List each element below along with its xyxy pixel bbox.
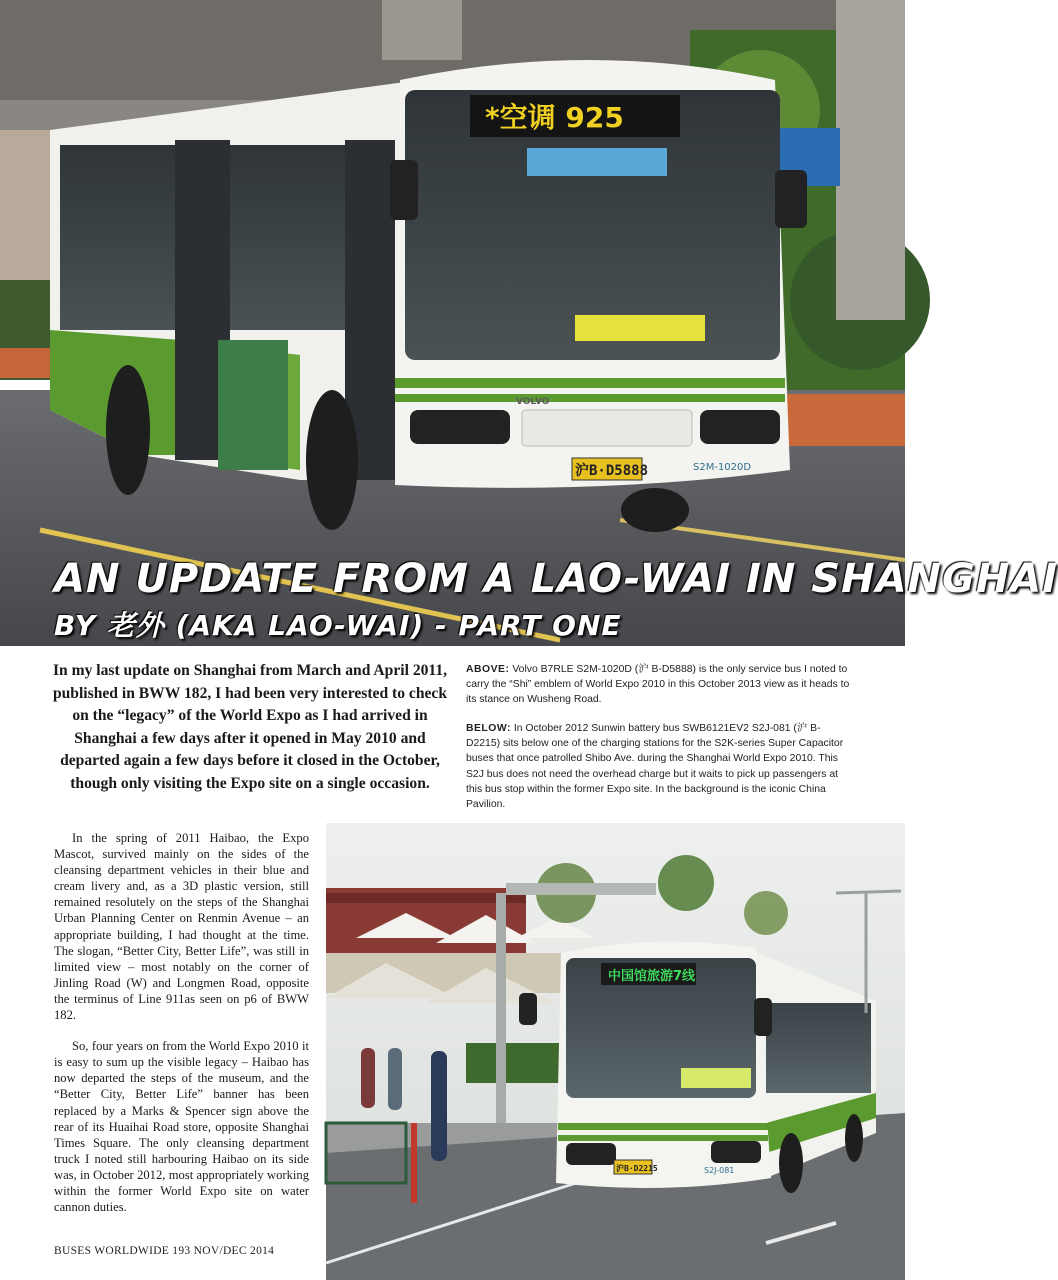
- route-display: 中国馆旅游7线: [608, 969, 696, 984]
- bottom-photo-illustration: [326, 823, 905, 1280]
- wheel: [779, 1133, 803, 1193]
- number-plate-text: 沪B·D5888: [575, 463, 649, 479]
- caption-below: [466, 721, 850, 812]
- bus-brand: VOLVO: [516, 397, 550, 407]
- wheel: [845, 1114, 863, 1162]
- pedestrian: [431, 1051, 447, 1161]
- caption-above: [466, 662, 850, 707]
- mirror: [754, 998, 772, 1036]
- page-byline: BY 老外 (AKA LAO-WAI) - PART ONE: [54, 609, 622, 642]
- caption-below-label: BELOW:: [466, 723, 511, 735]
- caption-above-text: Volvo B7RLE S2M-1020D (沪 B-D5888) is the only service bus I noted to carry the “Shi” emblem of World Expo 2010 in this October 2013 view as it heads to its stance on Wusheng Road.: [466, 664, 850, 706]
- wheel: [106, 365, 150, 495]
- pedestrian: [388, 1048, 402, 1110]
- mirror: [519, 993, 537, 1025]
- bottom-photo: [326, 823, 905, 1280]
- page-title: AN UPDATE FROM A LAO-WAI IN SHANGHAI: [54, 556, 1058, 602]
- mirror: [390, 160, 418, 220]
- wheel: [621, 488, 689, 532]
- mirror: [775, 170, 807, 228]
- number-plate-text: 沪B·D2215: [616, 1164, 658, 1173]
- intro-paragraph: In my last update on Shanghai from March and April 2011, published in BWW 182, I had been very interested to check on the “legacy” of the World Expo as I had arrived in Shanghai a few days after it opened in May 2010 and departed again a few days before it closed in the October, though only visiting the Expo site on a single occasion.: [52, 662, 448, 792]
- pillar: [836, 0, 905, 320]
- wheel: [306, 390, 358, 530]
- charging-station: [496, 893, 506, 1123]
- pillar: [382, 0, 462, 60]
- fleet-number: S2M-1020D: [693, 462, 752, 473]
- fence: [785, 394, 905, 446]
- pedestrian: [361, 1048, 375, 1108]
- body-paragraph-1: In the spring of 2011 Haibao, the Expo Mascot, survived mainly on the sides of the cleansing department vehicles in their blue and cream livery and, as a 3D plastic version, still remained resolutely on the steps of the Shanghai Urban Planning Center on Renmin Avenue – an appropriate building, I had thought at the time. The slogan, “Better City, Better Life”, was still in limited view – most notably on the corner of Jinling Road (W) and Longmen Road, opposite the terminus of Line 911as seen on p6 of BWW 182.: [54, 831, 309, 1023]
- fleet-number: S2J-081: [704, 1166, 735, 1175]
- photo-captions: [466, 662, 850, 826]
- caption-below-text: In October 2012 Sunwin battery bus SWB6121EV2 S2J-081 (沪 B-D2215) sits below one of the charging stations for the S2K-series Super Capacitor buses that once patrolled Shibo Ave. during the Shanghai World Expo 2010. This S2J bus does not need the overhead charge but it waits to pick up passengers at this bus stop within the former Expo site. In the background is the iconic China Pavilion.: [466, 723, 844, 810]
- body-column: [54, 830, 309, 1230]
- body-paragraph-2: So, four years on from the World Expo 2010 it is easy to sum up the visible legacy – Haibao has now departed the steps of the museum, and the “Better City, Better Life” banner has been replaced by a Marks & Spencer sign above the rear of its Huaihai Road store, opposite Shanghai Times Square. The only cleansing department truck I noted still harbouring Haibao on its side was, in October 2012, most appropriately working within the former World Expo site on water cannon duties.: [54, 1039, 309, 1215]
- page-footer: BUSES WORLDWIDE 193 NOV/DEC 2014: [54, 1245, 275, 1257]
- route-display: *空调 925: [485, 101, 624, 134]
- caption-above-label: ABOVE:: [466, 664, 510, 675]
